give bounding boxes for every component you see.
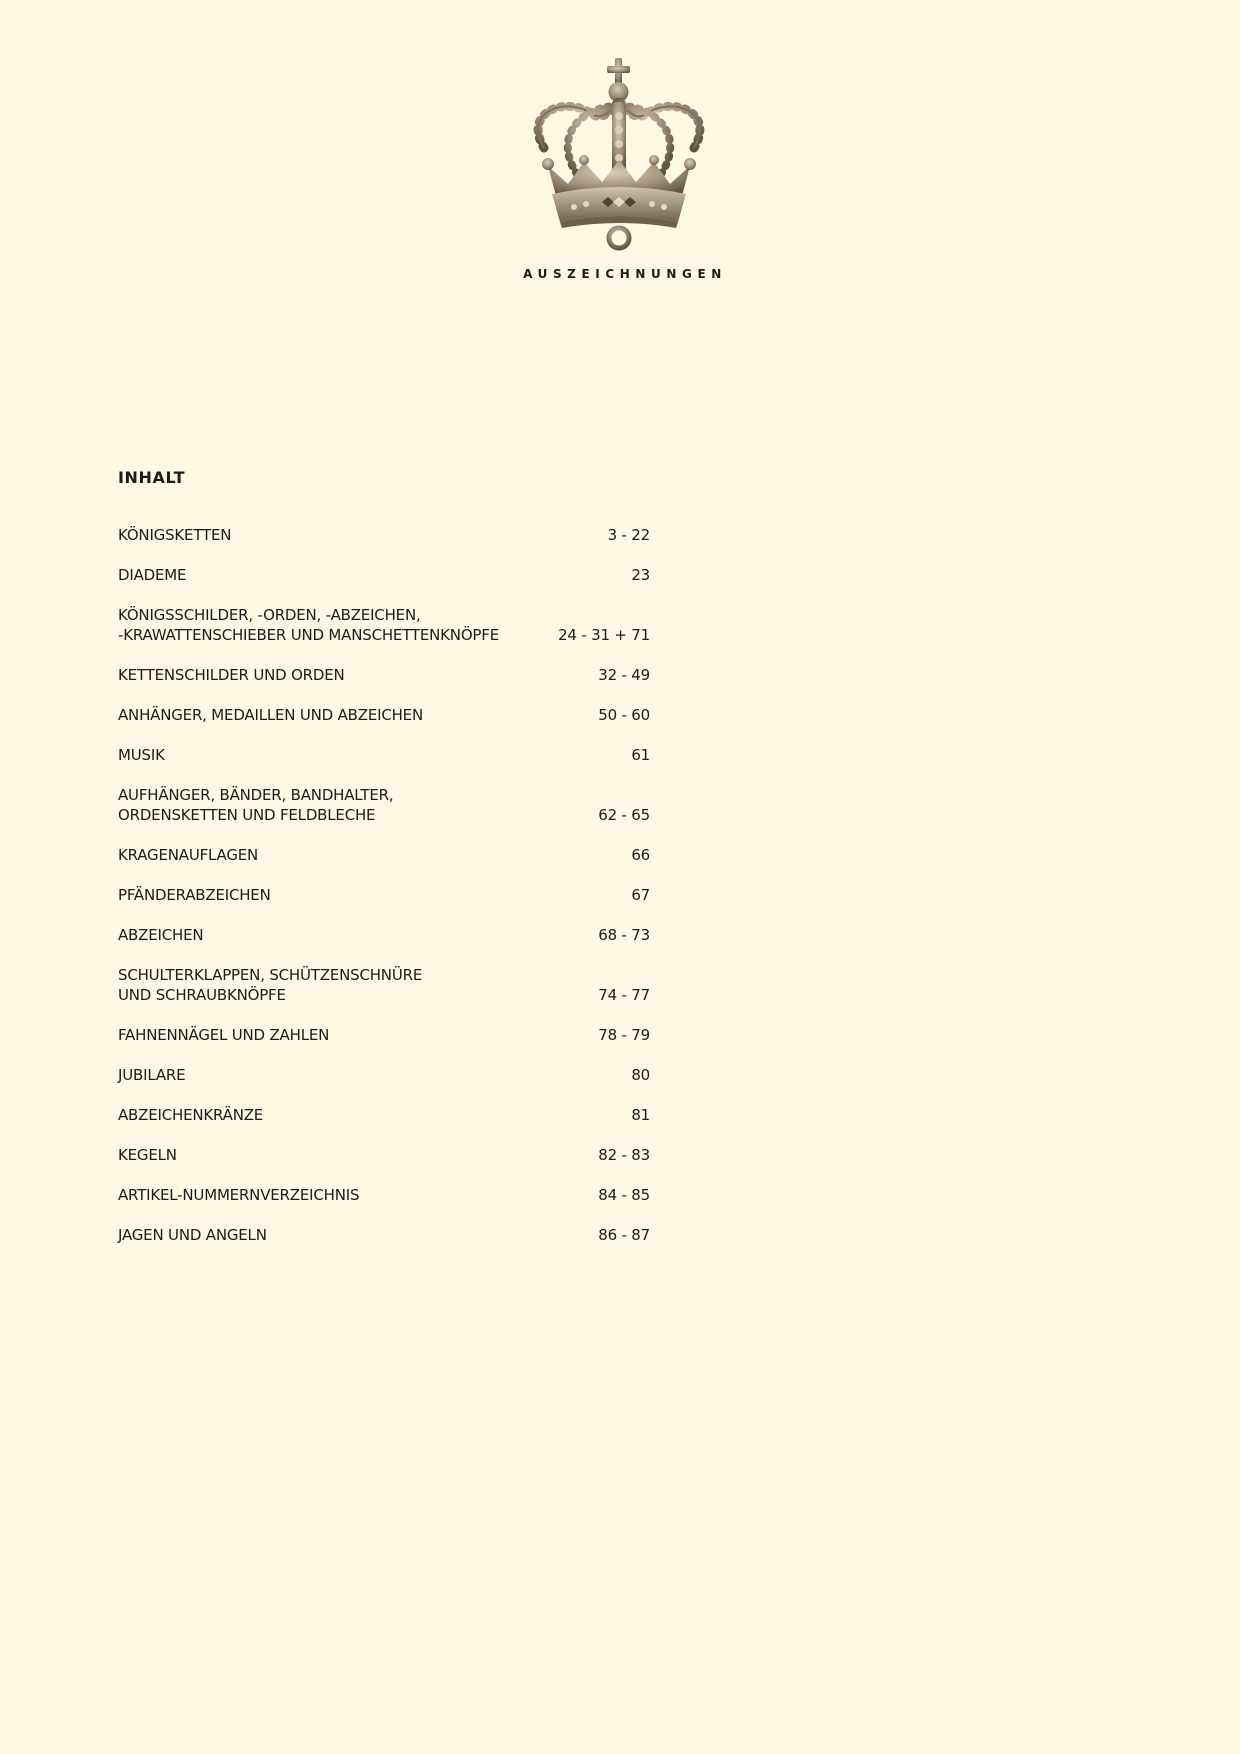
toc-entry-label: KETTENSCHILDER UND ORDEN bbox=[118, 666, 345, 684]
toc-entry-pages: 24 - 31 + 71 bbox=[558, 626, 650, 644]
toc-entry-label: KÖNIGSKETTEN bbox=[118, 526, 232, 544]
toc-entry-label: JAGEN UND ANGELN bbox=[118, 1226, 267, 1244]
toc-entry-label: ANHÄNGER, MEDAILLEN UND ABZEICHEN bbox=[118, 706, 423, 724]
table-of-contents bbox=[118, 525, 650, 1265]
toc-entry-label: ABZEICHENKRÄNZE bbox=[118, 1106, 264, 1124]
toc-entry[interactable] bbox=[118, 925, 650, 945]
toc-entry[interactable] bbox=[118, 965, 650, 1005]
toc-entry-label: DIADEME bbox=[118, 566, 187, 584]
toc-entry-label: AUFHÄNGER, BÄNDER, BANDHALTER, ORDENSKETTEN UND FELDBLECHE bbox=[118, 786, 394, 824]
toc-entry-label: ABZEICHEN bbox=[118, 926, 204, 944]
toc-entry[interactable] bbox=[118, 785, 650, 825]
toc-entry-label: FAHNENNÄGEL UND ZAHLEN bbox=[118, 1026, 330, 1044]
toc-entry-label: PFÄNDERABZEICHEN bbox=[118, 886, 271, 904]
toc-entry-pages: 84 - 85 bbox=[598, 1186, 650, 1204]
toc-entry-label: KRAGENAUFLAGEN bbox=[118, 846, 259, 864]
toc-entry[interactable] bbox=[118, 845, 650, 865]
toc-entry[interactable] bbox=[118, 1025, 650, 1045]
toc-title: INHALT bbox=[118, 468, 186, 487]
toc-entry[interactable] bbox=[118, 565, 650, 585]
toc-entry-pages: 78 - 79 bbox=[598, 1026, 650, 1044]
toc-entry-pages: 61 bbox=[631, 746, 650, 764]
toc-entry[interactable] bbox=[118, 1225, 650, 1245]
toc-entry-label: MUSIK bbox=[118, 746, 165, 764]
toc-entry-pages: 32 - 49 bbox=[598, 666, 650, 684]
toc-entry[interactable] bbox=[118, 1145, 650, 1165]
toc-entry-pages: 86 - 87 bbox=[598, 1226, 650, 1244]
toc-entry[interactable] bbox=[118, 605, 650, 645]
toc-entry-label: JUBILARE bbox=[118, 1066, 186, 1084]
toc-entry-label: KEGELN bbox=[118, 1146, 177, 1164]
toc-entry-pages: 62 - 65 bbox=[598, 806, 650, 824]
toc-entry-pages: 82 - 83 bbox=[598, 1146, 650, 1164]
toc-entry-label: KÖNIGSSCHILDER, -ORDEN, -ABZEICHEN, -KRAWATTENSCHIEBER UND MANSCHETTENKNÖPFE bbox=[118, 606, 499, 644]
toc-entry-pages: 66 bbox=[631, 846, 650, 864]
toc-entry-pages: 74 - 77 bbox=[598, 986, 650, 1004]
toc-entry-pages: 50 - 60 bbox=[598, 706, 650, 724]
toc-entry-label: ARTIKEL-NUMMERNVERZEICHNIS bbox=[118, 1186, 360, 1204]
toc-entry[interactable] bbox=[118, 705, 650, 725]
toc-entry-pages: 80 bbox=[631, 1066, 650, 1084]
toc-entry[interactable] bbox=[118, 1105, 650, 1125]
brand-title: AUSZEICHNUNGEN bbox=[523, 267, 727, 281]
toc-entry[interactable] bbox=[118, 885, 650, 905]
toc-entry-label: SCHULTERKLAPPEN, SCHÜTZENSCHNÜRE UND SCHRAUBKNÖPFE bbox=[118, 966, 423, 1004]
toc-entry-pages: 81 bbox=[631, 1106, 650, 1124]
toc-entry[interactable] bbox=[118, 745, 650, 765]
crown-icon bbox=[522, 56, 716, 252]
toc-entry-pages: 3 - 22 bbox=[607, 526, 650, 544]
toc-entry[interactable] bbox=[118, 1065, 650, 1085]
toc-entry-pages: 67 bbox=[631, 886, 650, 904]
toc-entry-pages: 23 bbox=[631, 566, 650, 584]
toc-entry[interactable] bbox=[118, 525, 650, 545]
toc-entry-pages: 68 - 73 bbox=[598, 926, 650, 944]
toc-entry[interactable] bbox=[118, 1185, 650, 1205]
toc-entry[interactable] bbox=[118, 665, 650, 685]
